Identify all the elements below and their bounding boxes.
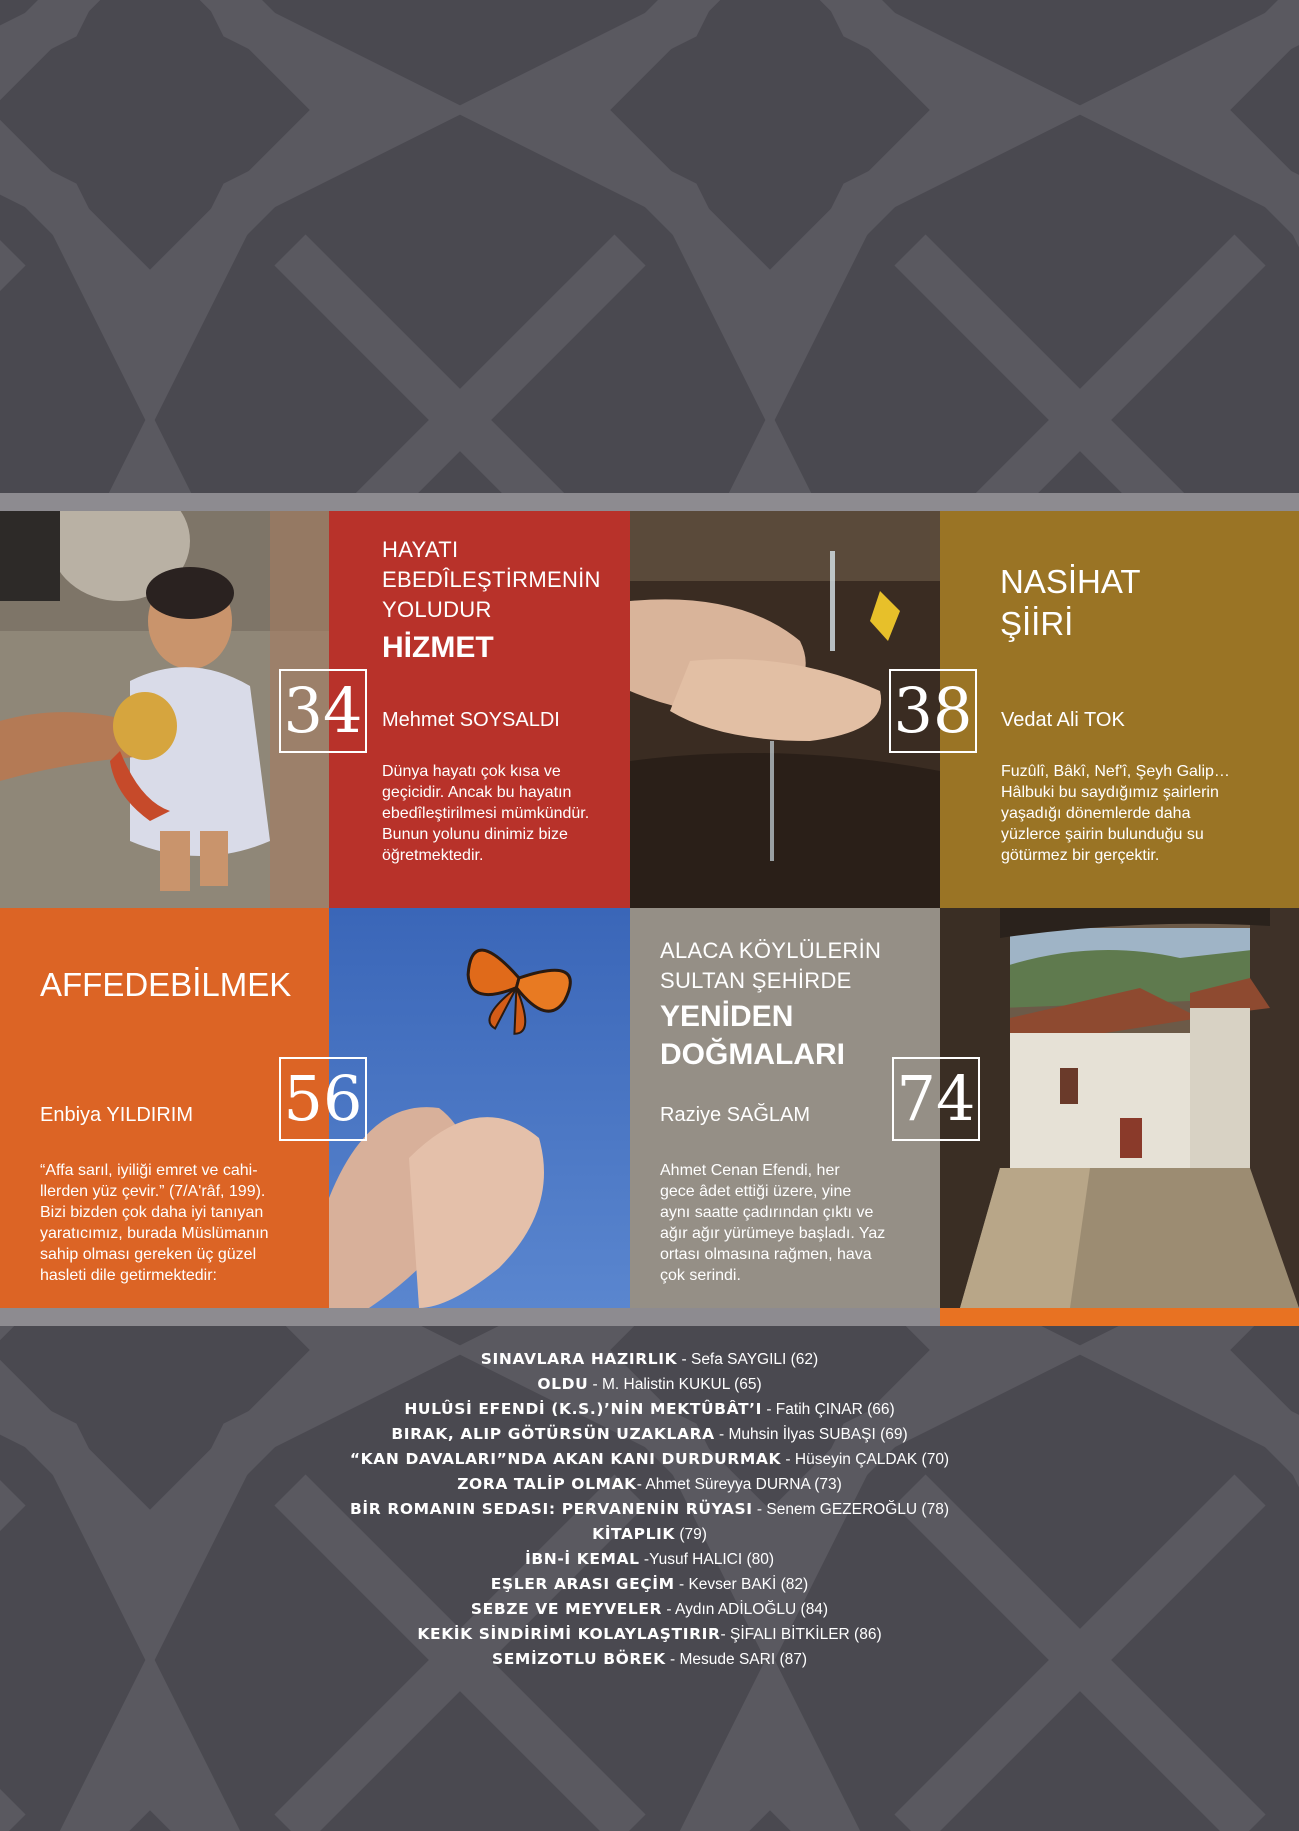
page-number-badge[interactable]: 34: [279, 669, 367, 753]
article-summary-line: sahip olması gereken üç güzel: [40, 1246, 257, 1263]
contents-list: [0, 1346, 1299, 1671]
contents-author-page: - Ahmet Süreyya DURNA (73): [636, 1476, 842, 1493]
article-summary-line: Bizi bizden çok daha iyi tanıyan: [40, 1204, 264, 1221]
article-title-line: AFFEDEBİLMEK: [40, 966, 292, 1003]
article-kicker-line: SULTAN ŞEHİRDE: [660, 968, 852, 993]
contents-row[interactable]: [0, 1421, 1299, 1446]
article-summary-line: geçicidir. Ancak bu hayatın: [382, 784, 572, 801]
photo-butterfly-open-hands: [329, 908, 630, 1308]
photo-village-street: [940, 908, 1299, 1308]
article-summary-line: Fuzûlî, Bâkî, Nef'î, Şeyh Galip…: [1001, 763, 1230, 780]
article-summary-line: aynı saatte çadırından çıktı ve: [660, 1204, 874, 1221]
contents-title: SINAVLARA HAZIRLIK: [480, 1350, 678, 1368]
article-summary-line: öğretmektedir.: [382, 847, 484, 864]
article-summary-line: hasleti dile getirmektedir:: [40, 1267, 217, 1284]
page-number-badge[interactable]: 56: [279, 1057, 367, 1141]
contents-title: SEBZE VE MEYVELER: [470, 1600, 663, 1618]
article-summary-line: Bunun yolunu dinimiz bize: [382, 826, 568, 843]
article-author: Vedat Ali TOK: [1001, 709, 1125, 731]
article-kicker-line: YOLUDUR: [382, 597, 492, 622]
contents-row[interactable]: [0, 1471, 1299, 1496]
contents-title: KEKİK SİNDİRİMİ KOLAYLAŞTIRIR: [417, 1625, 721, 1643]
contents-title: BIRAK, ALIP GÖTÜRSÜN UZAKLARA: [391, 1425, 715, 1443]
article-author: Raziye SAĞLAM: [660, 1104, 811, 1126]
featured-articles-grid: [0, 511, 1299, 1308]
article-card-hizmet[interactable]: [329, 511, 630, 908]
top-divider-band: [0, 493, 1299, 511]
contents-row[interactable]: [0, 1546, 1299, 1571]
contents-row[interactable]: [0, 1396, 1299, 1421]
article-kicker-line: EBEDÎLEŞTİRMENİN: [382, 567, 601, 592]
contents-row[interactable]: [0, 1596, 1299, 1621]
contents-title: ZORA TALİP OLMAK: [457, 1475, 637, 1493]
contents-author-page: (79): [675, 1526, 707, 1543]
article-kicker-line: HAYATI: [382, 537, 459, 562]
contents-title: KİTAPLIK: [592, 1525, 676, 1543]
article-card-nasihat-siiri[interactable]: [940, 511, 1299, 908]
contents-row[interactable]: [0, 1446, 1299, 1471]
article-summary-line: yaratıcımız, burada Müslümanın: [40, 1225, 269, 1242]
article-title-line: NASİHAT: [1000, 563, 1141, 600]
contents-title: EŞLER ARASI GEÇİM: [490, 1575, 675, 1593]
contents-author-page: - Kevser BAKİ (82): [674, 1576, 809, 1593]
article-headline-line: DOĞMALARI: [660, 1038, 845, 1071]
article-summary-line: Hâlbuki bu saydığımız şairlerin: [1001, 784, 1219, 801]
article-summary-line: Dünya hayatı çok kısa ve: [382, 763, 561, 780]
article-summary-line: yaşadığı dönemlerde daha: [1001, 805, 1191, 822]
contents-title: “KAN DAVALARI”NDA AKAN KANI DURDURMAK: [349, 1450, 782, 1468]
contents-author-page: - ŞİFALI BİTKİLER (86): [720, 1626, 882, 1643]
contents-author-page: - Muhsin İlyas SUBAŞI (69): [714, 1426, 908, 1443]
contents-author-page: - Aydın ADİLOĞLU (84): [662, 1601, 829, 1618]
orange-accent-band: [940, 1308, 1299, 1326]
contents-title: BİR ROMANIN SEDASI: PERVANENİN RÜYASI: [350, 1500, 753, 1518]
article-summary-line: gece âdet ettiği üzere, yine: [660, 1183, 852, 1200]
contents-author-page: - Hüseyin ÇALDAK (70): [781, 1451, 950, 1468]
contents-author-page: -Yusuf HALICI (80): [639, 1551, 775, 1568]
article-headline: HİZMET: [382, 631, 494, 664]
article-summary-line: Ahmet Cenan Efendi, her: [660, 1162, 840, 1179]
article-author: Enbiya YILDIRIM: [40, 1104, 194, 1126]
contents-row[interactable]: [0, 1346, 1299, 1371]
article-summary-line: yüzlerce şairin bulunduğu su: [1001, 826, 1204, 843]
article-summary-line: çok serindi.: [660, 1267, 741, 1284]
article-summary-line: ortası olmasına rağmen, hava: [660, 1246, 872, 1263]
contents-author-page: - Fatih ÇINAR (66): [762, 1401, 895, 1418]
article-title-line: ŞİİRİ: [1000, 605, 1074, 642]
contents-row[interactable]: [0, 1371, 1299, 1396]
article-summary-line: llerden yüz çevir.” (7/A'râf, 199).: [40, 1183, 266, 1200]
contents-author-page: - Mesude SARI (87): [665, 1651, 808, 1668]
contents-row[interactable]: [0, 1621, 1299, 1646]
contents-row[interactable]: [0, 1571, 1299, 1596]
page-number-badge[interactable]: 74: [892, 1057, 980, 1141]
article-summary-line: ebedîleştirilmesi mümkündür.: [382, 805, 590, 822]
article-author: Mehmet SOYSALDI: [382, 709, 560, 731]
contents-title: HULÛSİ EFENDİ (K.S.)’NİN MEKTÛBÂT’I: [404, 1400, 763, 1418]
contents-row[interactable]: [0, 1521, 1299, 1546]
article-summary-line: götürmez bir gerçektir.: [1001, 847, 1160, 864]
contents-title: OLDU: [537, 1375, 589, 1393]
contents-title: İBN-İ KEMAL: [524, 1550, 640, 1568]
article-kicker-line: ALACA KÖYLÜLERİN: [660, 938, 882, 963]
contents-author-page: - M. Halistin KUKUL (65): [588, 1376, 762, 1393]
article-summary-line: “Affa sarıl, iyiliği emret ve cahi-: [40, 1162, 258, 1179]
page-number-badge[interactable]: 38: [889, 669, 977, 753]
contents-title: SEMİZOTLU BÖREK: [491, 1650, 666, 1668]
contents-row[interactable]: [0, 1646, 1299, 1671]
article-summary-line: ağır ağır yürümeye başladı. Yaz: [660, 1225, 886, 1242]
contents-author-page: - Senem GEZEROĞLU (78): [752, 1501, 949, 1518]
contents-author-page: - Sefa SAYGILI (62): [677, 1351, 819, 1368]
contents-row[interactable]: [0, 1496, 1299, 1521]
article-headline-line: YENİDEN: [660, 1000, 794, 1033]
